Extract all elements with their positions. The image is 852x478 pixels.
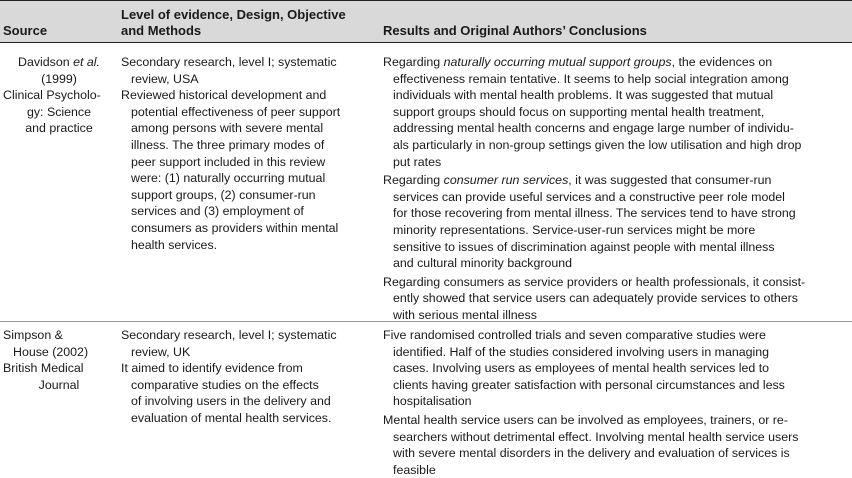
row1-etal: et al. xyxy=(73,55,100,69)
row2-results xyxy=(383,327,849,478)
row1-res-p3-l2: ently showed that service users can adequately provide services to others xyxy=(393,291,798,306)
row1-res-p1-l3: individuals with mental health problems. It was suggested that mutual xyxy=(393,88,774,103)
row1-res-p1-l1b: naturally occurring mutual support groups xyxy=(443,55,672,69)
row1-method-l10: health services. xyxy=(131,237,218,252)
row1-res-p3-l1: Regarding consumers as service providers or health professionals, it consist- xyxy=(383,274,806,289)
row1-level xyxy=(121,54,371,253)
row2-res-p2-l3: with severe mental disorders in the delivery and evaluation of services is xyxy=(393,446,790,461)
row1-res-p2-l1b: consumer run services xyxy=(443,173,569,188)
row1-res-p1-l1c: , the evidences on xyxy=(671,55,773,69)
row2-source xyxy=(3,327,115,393)
row1-author: Davidson xyxy=(18,55,74,69)
row1-journal-l3: and practice xyxy=(25,121,93,136)
row1-journal-l2: gy: Science xyxy=(26,104,92,119)
row2-design-l2: review, UK xyxy=(131,344,191,359)
row2-author-l1: Simpson & xyxy=(3,328,63,342)
row1-method-l4: illness. The three primary modes of xyxy=(131,137,325,152)
row1-res-p1-l7: put rates xyxy=(393,154,442,169)
row1-method-l3: among persons with severe mental xyxy=(131,121,324,136)
row1-method-l2: potential effectiveness of peer support xyxy=(131,104,341,119)
row1-res-p2-l5: sensitive to issues of discrimination against people with mental illness xyxy=(393,239,775,254)
row1-method-l6: were: (1) naturally occurring mutual xyxy=(131,171,326,186)
header-level: Level of evidence, Design, Objective and Methods xyxy=(121,7,346,38)
row2-res-p2-l1: Mental health service users can be involved as employees, trainers, or re- xyxy=(383,412,788,427)
row1-year: (1999) xyxy=(41,71,77,86)
row2-journal-l2: Journal xyxy=(38,377,80,392)
row2-design-l1: Secondary research, level I; systematic xyxy=(121,328,337,342)
row2-res-p1-l3: cases. Involving users as employees of mental health services led to xyxy=(393,361,770,376)
row2-res-p1-l5: hospitalisation xyxy=(393,394,472,409)
row1-method-l5: peer support included in this review xyxy=(131,154,326,169)
row1-res-p3-l3: with serious mental illness xyxy=(393,307,537,322)
row1-res-p1-l2: effectiveness remain tentative. It seems to help social integration among xyxy=(393,71,789,86)
row1-res-p2-l4: minority representations. Service-user-run services might be more xyxy=(393,222,756,237)
row2-method-l4: evaluation of mental health services. xyxy=(131,410,332,425)
row-divider xyxy=(0,321,852,322)
row2-res-p2-l4: feasible xyxy=(393,462,436,477)
row2-journal-l1: British Medical xyxy=(3,361,84,376)
row1-res-p2-l2: services can provide useful services and a constructive peer role model xyxy=(393,189,785,204)
row1-design-l1: Secondary research, level I; systematic xyxy=(121,55,337,69)
row2-method-l1: It aimed to identify evidence from xyxy=(121,361,303,376)
row1-res-p1-l5: addressing mental health concerns and engage large number of individu- xyxy=(393,121,794,136)
header-results: Results and Original Authors’ Conclusions xyxy=(383,23,647,38)
row1-results xyxy=(383,54,849,324)
row1-res-p1-l4: support groups should focus on supporting mental health treatment, xyxy=(393,104,765,119)
row2-res-p1-l1: Five randomised controlled trials and seven comparative studies were xyxy=(383,328,766,342)
row2-res-p2-l2: searchers without detrimental effect. Involving mental health service users xyxy=(393,429,799,444)
header-source: Source xyxy=(3,23,48,38)
row2-author-l2: House (2002) xyxy=(13,344,89,359)
row2-res-p1-l4: clients having greater satisfaction with personal circumstances and less xyxy=(393,377,785,392)
row2-level xyxy=(121,327,371,427)
row1-source xyxy=(3,54,115,137)
row1-method-l1: Reviewed historical development and xyxy=(121,88,327,103)
row1-design-l2: review, USA xyxy=(131,71,199,86)
row1-res-p2-l3: for those recovering from mental illness. The services tend to have strong xyxy=(393,206,796,221)
row1-res-p2-l6: and cultural minority background xyxy=(393,256,573,271)
row1-method-l8: services and (3) employment of xyxy=(131,204,304,219)
row1-journal-l1: Clinical Psycholo- xyxy=(3,88,101,103)
row1-res-p1-l1 xyxy=(383,54,849,71)
row1-res-p2-l1c: , it was suggested that consumer-run xyxy=(568,173,772,188)
row1-res-p1-l1a: Regarding xyxy=(383,55,444,69)
row1-source-author-line xyxy=(3,54,115,71)
row2-method-l2: comparative studies on the effects xyxy=(131,377,319,392)
row1-method-l9: consumers as providers within mental xyxy=(131,220,339,235)
row1-res-p2-l1 xyxy=(383,172,849,189)
table-header xyxy=(0,0,852,43)
row2-method-l3: of involving users in the delivery and xyxy=(131,394,331,409)
row2-res-p1-l2: identified. Half of the studies considered involving users in managing xyxy=(393,344,770,359)
row1-method-l7: support groups, (2) consumer-run xyxy=(131,187,316,202)
row1-res-p2-l1a: Regarding xyxy=(383,173,444,188)
row1-res-p1-l6: als particularly in non-group settings given the low utilisation and high drop xyxy=(393,137,802,152)
